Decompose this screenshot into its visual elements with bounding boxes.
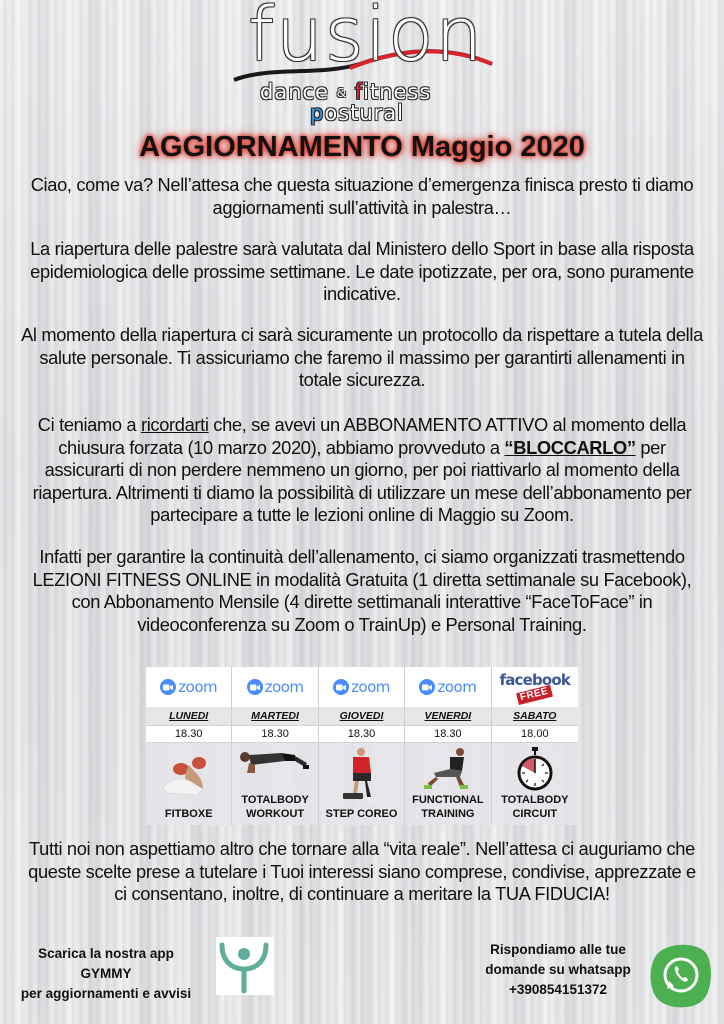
- intro-paragraph: Ciao, come va? Nell’attesa che questa situazione d’emergenza finisca presto ti diamo aggiornamenti sull’attività in palestra…: [30, 174, 694, 218]
- platform-cell: [232, 667, 317, 707]
- logo-wordmark: fusion: [248, 0, 485, 78]
- zoom-camera-icon: [333, 679, 349, 695]
- zoom-logo: zoom: [419, 678, 476, 696]
- ricordarti-underlined: ricordarti: [140, 414, 209, 435]
- day-label: SABATO: [492, 707, 578, 725]
- class-cell: [405, 743, 490, 825]
- time-label: 18.30: [319, 725, 404, 743]
- platform-cell: [405, 667, 490, 707]
- zoom-camera-icon: [247, 679, 263, 695]
- class-name: FUNCTIONAL TRAINING: [412, 794, 484, 820]
- schedule-column-giovedi: [319, 667, 405, 825]
- whatsapp-line1: Rispondiamo alle tue: [490, 942, 626, 957]
- app-promo-line3: per aggiornamenti e avvisi: [20, 986, 192, 1001]
- logo-tagline-dance-fitness: dance & fitness: [260, 80, 432, 104]
- plank-icon: [237, 747, 313, 783]
- closing-paragraph: Tutti noi non aspettiamo altro che tornare alla “vita reale”. Nell’attesa ci auguriamo che queste scelte prese a tutelare i Tuoi interessi siano comprese, condivise, apprezzate e ci consentano, inoltre, di continuare a meritare la TUA FIDUCIA!: [28, 838, 696, 904]
- zoom-camera-icon: [160, 679, 176, 695]
- online-lessons-paragraph: Infatti per garantire la continuità dell’allenamento, ci siamo organizzati trasmettendo LEZIONI FITNESS ONLINE in modalità Gratuita (1 diretta settimanale su Facebook), con Abbonamento Mensile (4 dirette settimanali interattive “FaceToFace” in videoconferenza su Zoom o TrainUp) e Personal Training.: [32, 546, 692, 635]
- app-name: GYMMY: [80, 966, 132, 981]
- class-name: TOTALBODY CIRCUIT: [501, 794, 569, 820]
- class-cell: [146, 743, 231, 825]
- logo-tagline-postural: postural: [310, 101, 405, 125]
- free-badge: FREE: [517, 685, 554, 705]
- whatsapp-icon[interactable]: [650, 943, 712, 1009]
- page-title: AGGIORNAMENTO Maggio 2020: [139, 131, 585, 163]
- schedule-table: [146, 667, 578, 825]
- platform-cell: [146, 667, 231, 707]
- subscription-paragraph: Ci teniamo a ricordarti che, se avevi un ABBONAMENTO ATTIVO al momento della chiusura forzata (10 marzo 2020), abbiamo provveduto a “BLOCCARLO” per assicurarti di non perdere nemmeno un giorno, per poi riattivarlo al momento della riapertura. Altrimenti ti diamo la possibilità di utilizzare un mese dell’abbonamento per partecipare a tutte le lezioni online di Maggio su Zoom.: [32, 414, 692, 525]
- schedule-column-venerdi: [405, 667, 491, 825]
- fusion-logo: [230, 0, 500, 126]
- class-cell: [492, 743, 578, 825]
- class-name: FITBOXE: [164, 808, 213, 820]
- zoom-logo: zoom: [333, 678, 390, 696]
- protocol-paragraph: Al momento della riapertura ci sarà sicuramente un protocollo da rispettare a tutela della salute personale. Ti assicuriamo che faremo il massimo per garantirti allenamenti in totale sicurezza.: [21, 324, 703, 390]
- time-label: 18.00: [492, 725, 578, 743]
- facebook-logo: facebook FREE: [499, 671, 571, 704]
- whatsapp-contact: [468, 940, 648, 1000]
- lunge-icon: [416, 747, 480, 791]
- platform-cell: [492, 667, 578, 707]
- gymmy-icon[interactable]: [216, 937, 274, 995]
- app-promo-line1: Scarica la nostra app: [38, 946, 174, 961]
- class-name: TOTALBODY WORKOUT: [241, 794, 309, 820]
- schedule-column-sabato: [492, 667, 578, 825]
- bloccarlo-emphasis: “BLOCCARLO”: [504, 436, 636, 458]
- schedule-column-lunedi: [146, 667, 232, 825]
- class-name: STEP COREO: [325, 808, 398, 820]
- day-label: LUNEDI: [146, 707, 231, 725]
- reopening-paragraph: La riapertura delle palestre sarà valutata dal Ministero dello Sport in base alla risposta epidemiologica delle prossime settimane. Le date ipotizzate, per ora, sono puramente indicative.: [30, 238, 694, 304]
- kickboxer-icon: [159, 747, 219, 797]
- whatsapp-phone[interactable]: +390854151372: [509, 982, 607, 997]
- stopwatch-icon: [515, 747, 555, 791]
- time-label: 18.30: [405, 725, 490, 743]
- whatsapp-line2: domande su whatsapp: [485, 962, 631, 977]
- zoom-logo: zoom: [160, 678, 217, 696]
- day-label: VENERDI: [405, 707, 490, 725]
- step-icon: [341, 747, 381, 807]
- class-cell: [232, 743, 317, 825]
- gymmy-app-promo: [10, 944, 202, 1004]
- schedule-column-martedi: [232, 667, 318, 825]
- day-label: GIOVEDI: [319, 707, 404, 725]
- time-label: 18.30: [232, 725, 317, 743]
- platform-cell: [319, 667, 404, 707]
- class-cell: [319, 743, 404, 825]
- zoom-camera-icon: [419, 679, 435, 695]
- day-label: MARTEDI: [232, 707, 317, 725]
- zoom-logo: zoom: [247, 678, 304, 696]
- time-label: 18.30: [146, 725, 231, 743]
